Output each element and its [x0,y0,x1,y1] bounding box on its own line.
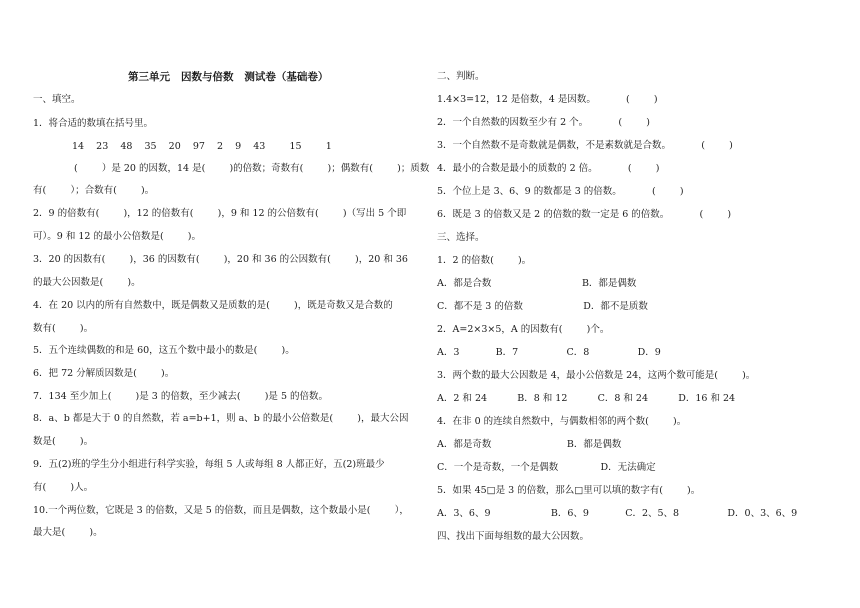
question-line: 3．一个自然数不是奇数就是偶数，不是素数就是合数。 ( ) [437,140,733,151]
question-line: 10.一个两位数，它既是 3 的倍数，又是 5 的倍数，而且是偶数，这个数最小是( ）， [33,505,409,516]
question-line: ( ）是 20 的因数，14 是( )的倍数；奇数有( )；偶数有( )；质数 [74,163,430,174]
question-line: 最大是( )。 [33,527,103,538]
question-line: 5．五个连续偶数的和是 60，这五个数中最小的数是( )。 [33,345,295,356]
option-line: A．3、6、9 B．6、9 C．2、5、8 D．0、3、6、9 [437,508,798,519]
question-line: 有( ）；合数有( )。 [33,185,155,196]
question-line: 6．既是 3 的倍数又是 2 的倍数的数一定是 6 的倍数。 ( ) [437,209,732,220]
question-line: 2．A=2×3×5，A 的因数有( )个。 [437,324,610,335]
question-line: 1．2 的倍数( )。 [437,255,532,266]
question-line: 2．9 的倍数有( )，12 的倍数有( )，9 和 12 的公倍数有( )（写出 5 个即 [33,208,407,219]
question-line: 4．在非 0 的连续自然数中，与偶数相邻的两个数( )。 [437,416,687,427]
question-line: 有( )人。 [33,482,94,493]
question-line: 1．将合适的数填在括号里。 [33,118,154,129]
question-line: 4．最小的合数是最小的质数的 2 倍。 ( ) [437,163,660,174]
question-line: 数有( )。 [33,323,94,334]
question-line: 3．20 的因数有( )，36 的因数有( )，20 和 36 的公因数有( )，20 和 36 [33,254,408,265]
section-heading-fill-in: 一、填空。 [33,94,81,105]
question-line: 9．五(2)班的学生分小组进行科学实验，每组 5 人或每组 8 人都正好，五(2)班最少 [33,459,385,470]
question-line: 6．把 72 分解质因数是( )。 [33,368,175,379]
section-heading-choose: 三、选择。 [437,232,485,243]
question-line: 3．两个数的最大公因数是 4，最小公倍数是 24，这两个数可能是( )。 [437,370,756,381]
option-line: A．都是合数 B．都是偶数 [437,278,637,289]
option-line: A．都是奇数 B．都是偶数 [437,439,622,450]
option-line: C．都不是 3 的倍数 D．都不是质数 [437,301,648,312]
worksheet-title: 第三单元 因数与倍数 测试卷（基础卷） [128,71,329,83]
question-line: 可）。9 和 12 的最小公倍数是( )。 [33,231,202,242]
question-line: 5．个位上是 3、6、9 的数都是 3 的倍数。 ( ) [437,186,684,197]
question-line: 14 23 48 35 20 97 2 9 43 15 1 [72,141,332,152]
question-line: 1.4×3=12，12 是倍数，4 是因数。 ( ) [437,94,658,105]
section-heading-gcd: 四、找出下面每组数的最大公因数。 [437,531,590,542]
question-line: 8．a、b 都是大于 0 的自然数，若 a=b+1，则 a、b 的最小公倍数是( )，最大公因 [33,413,409,424]
question-line: 7．134 至少加上( )是 3 的倍数，至少减去( )是 5 的倍数。 [33,391,329,402]
option-line: A．3 B．7 C．8 D．9 [437,347,661,358]
question-line: 5．如果 45□是 3 的倍数，那么□里可以填的数字有( )。 [437,485,701,496]
question-line: 2．一个自然数的因数至少有 2 个。 ( ) [437,117,650,128]
question-line: 4．在 20 以内的所有自然数中，既是偶数又是质数的是( )，既是奇数又是合数的 [33,300,393,311]
question-line: 数是( )。 [33,436,94,447]
question-line: 的最大公因数是( )。 [33,277,141,288]
option-line: A．2 和 24 B．8 和 12 C．8 和 24 D．16 和 24 [437,393,736,404]
section-heading-judge: 二、判断。 [437,71,485,82]
option-line: C．一个是奇数，一个是偶数 D．无法确定 [437,462,656,473]
